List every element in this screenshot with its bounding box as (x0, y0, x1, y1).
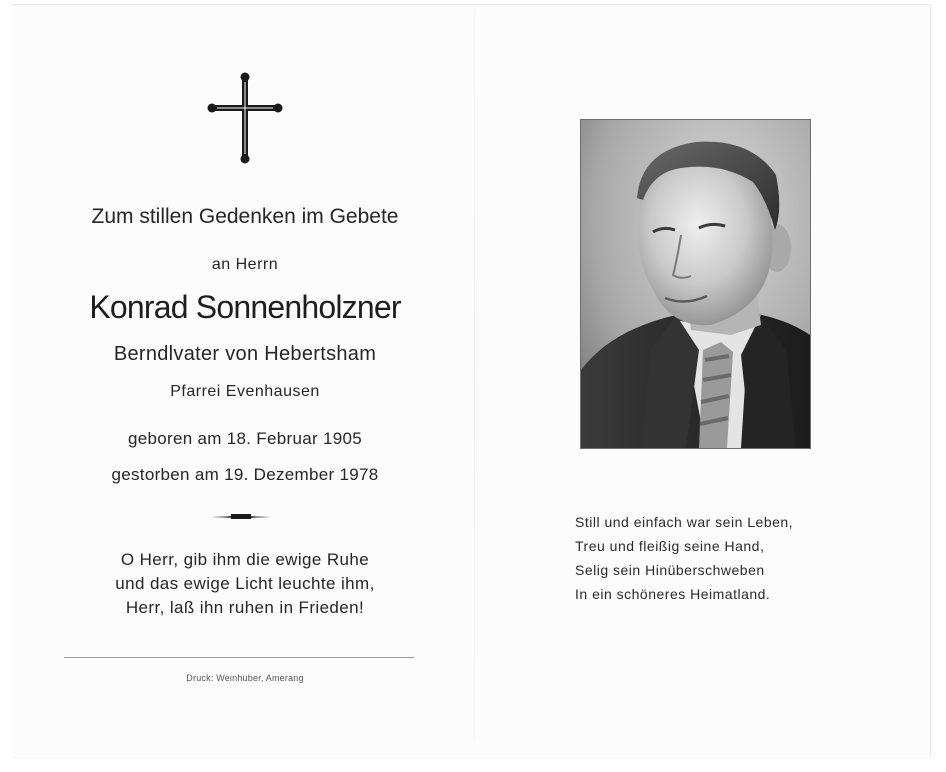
prayer-line: Herr, laß ihn ruhen in Frieden! (125, 598, 365, 617)
footer-rule (64, 657, 414, 658)
prayer-line: O Herr, gib ihm die ewige Ruhe (120, 550, 370, 569)
parish-text: Pfarrei Evenhausen (170, 383, 320, 400)
poem-line: Selig sein Hinüberschweben (575, 562, 765, 578)
left-panel (40, 0, 450, 772)
deceased-name: Konrad Sonnenholzner (89, 289, 401, 325)
birth-date: geboren am 18. Februar 1905 (128, 429, 362, 448)
intro-text: Zum stillen Gedenken im Gebete (91, 205, 399, 228)
salutation-text: an Herrn (211, 256, 279, 273)
portrait-photo (580, 119, 811, 449)
cross-icon (207, 70, 283, 166)
divider-mark (231, 514, 251, 519)
poem-line: In ein schöneres Heimatland. (575, 586, 771, 602)
poem-line: Still und einfach war sein Leben, (575, 514, 794, 530)
occupation-text: Berndlvater von Hebertsham (113, 343, 377, 365)
prayer-line: und das ewige Licht leuchte ihm, (115, 574, 375, 593)
poem (575, 510, 895, 606)
printer-credit: Druck: Weinhuber, Amerang (186, 673, 304, 683)
death-date: gestorben am 19. Dezember 1978 (111, 465, 379, 484)
poem-line: Treu und fleißig seine Hand, (575, 538, 765, 554)
portrait-image (581, 120, 810, 448)
card-fold (474, 10, 475, 740)
